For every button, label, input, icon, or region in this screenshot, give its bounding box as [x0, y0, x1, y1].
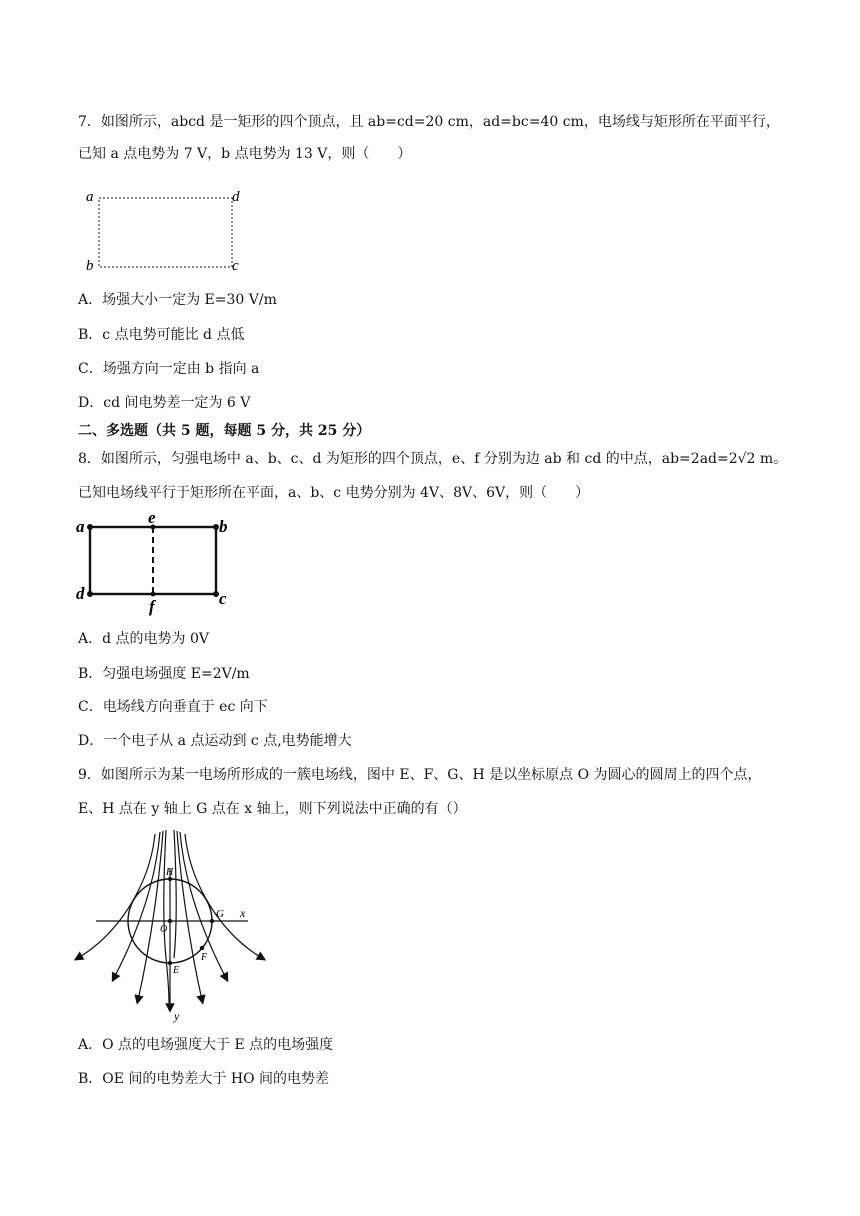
q7-label-a: a [86, 189, 94, 205]
q8-label-e: e [148, 510, 156, 527]
q9-option-b: B．OE 间的电势差大于 HO 间的电势差 [78, 1071, 330, 1087]
q7-label-b: b [86, 258, 94, 274]
q8-option-d: D．一个电子从 a 点运动到 c 点,电势能增大 [78, 733, 352, 749]
q8-label-f: f [149, 597, 155, 616]
q8-label-b: b [219, 517, 228, 536]
q8-stem-line2: 已知电场线平行于矩形所在平面，a、b、c 电势分别为 4V、8V、6V，则（ ） [78, 485, 590, 501]
q7-option-b: B．c 点电势可能比 d 点低 [78, 327, 245, 343]
q9-label-x: x [240, 906, 246, 920]
q7-label-c: c [232, 258, 239, 274]
q9-label-o: O [160, 924, 168, 935]
q7-option-a: A．场强大小一定为 E=30 V/m [78, 292, 277, 308]
q9-label-g: G [216, 908, 224, 920]
q8-option-b: B．匀强电场强度 E=2V/m [78, 666, 250, 682]
q8-rectangle-figure [74, 510, 244, 616]
section-heading-multiple-choice: 二、多选题（共 5 题，每题 5 分，共 25 分） [78, 423, 371, 439]
q9-label-e: E [173, 965, 180, 976]
q7-option-c: C．场强方向一定由 b 指向 a [78, 361, 260, 377]
q8-option-a: A．d 点的电势为 0V [78, 631, 209, 647]
q7-label-d: d [232, 189, 240, 205]
q7-stem-line2: 已知 a 点电势为 7 V，b 点电势为 13 V，则（ ） [78, 146, 412, 162]
q7-stem-line1: 7．如图所示，abcd 是一矩形的四个顶点，且 ab=cd=20 cm，ad=bc=40 cm，电场线与矩形所在平面平行， [78, 114, 780, 130]
q9-stem-line1: 9．如图所示为某一电场所形成的一簇电场线，图中 E、F、G、H 是以坐标原点 O 为圆心的圆周上的四个点， [78, 767, 762, 783]
q8-label-c: c [219, 589, 227, 608]
q9-label-f: F [201, 952, 208, 963]
q9-stem-line2: E、H 点在 y 轴上 G 点在 x 轴上，则下列说法中正确的有（） [78, 801, 467, 817]
q9-label-h: H [166, 867, 174, 878]
q7-rectangle-figure [80, 180, 250, 276]
q8-option-c: C．电场线方向垂直于 ec 向下 [78, 699, 268, 715]
q9-label-y: y [174, 1009, 180, 1023]
q8-stem-line1: 8．如图所示，匀强电场中 a、b、c、d 为矩形的四个顶点，e、f 分别为边 ab 和 cd 的中点，ab=2ad=2√2 m。 [78, 451, 788, 467]
q8-label-d: d [76, 584, 85, 603]
q7-option-d: D．cd 间电势差一定为 6 V [78, 395, 251, 411]
q8-label-a: a [76, 517, 85, 536]
q9-field-lines-figure [70, 828, 270, 1023]
q9-option-a: A．O 点的电场强度大于 E 点的电场强度 [78, 1037, 334, 1053]
